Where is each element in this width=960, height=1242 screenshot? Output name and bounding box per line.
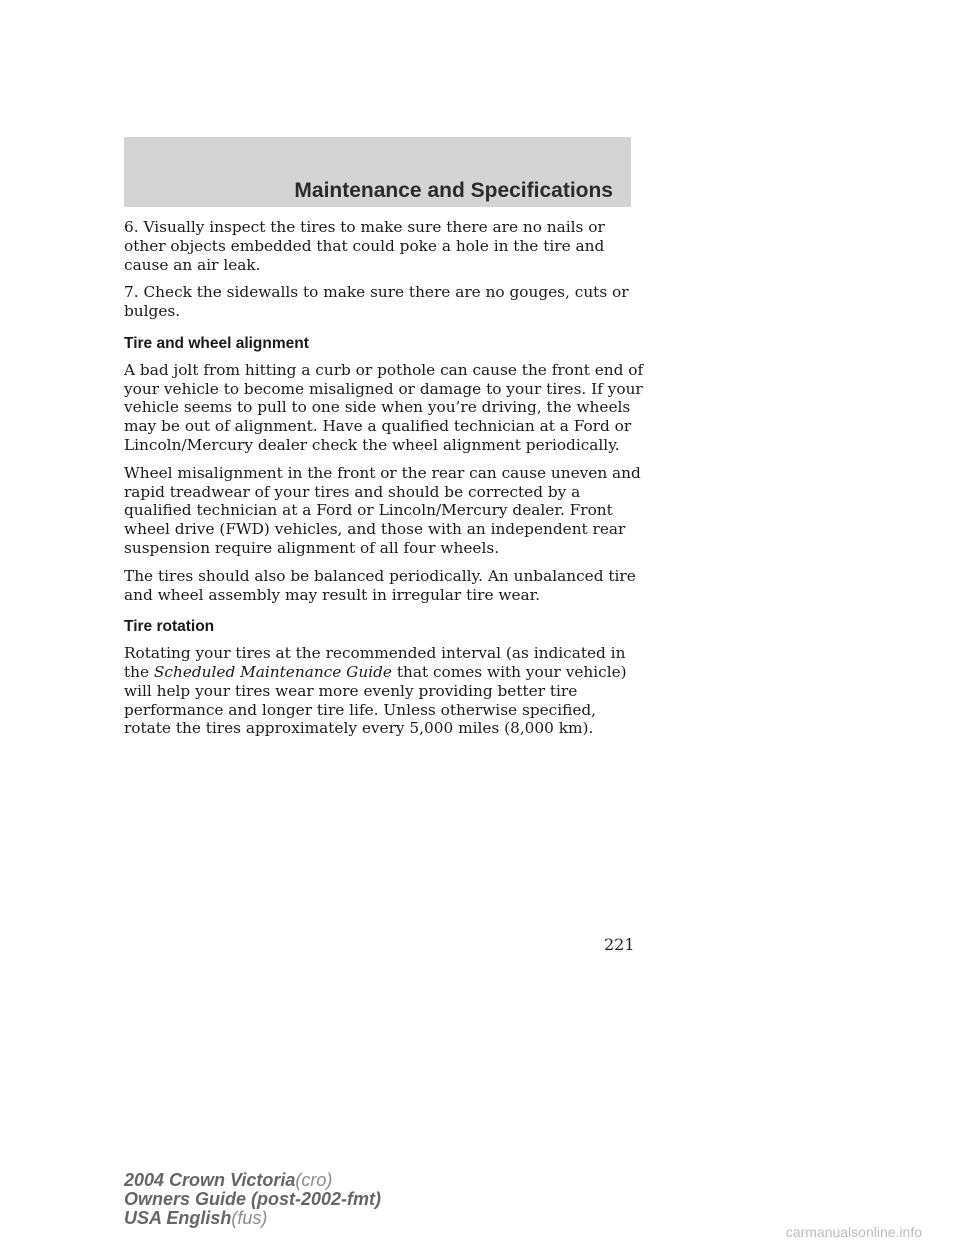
alignment-paragraph-1: A bad jolt from hitting a curb or pothole can cause the front end of your vehicle to become misaligned or damage to your tires. If your vehicle seems to pull to one side when you’re driving, the wheels may be out of alignment. Have a qualified technician at a Ford or Lincoln/Mercury dealer check the wheel alignment periodically. bbox=[124, 360, 644, 454]
alignment-heading: Tire and wheel alignment bbox=[124, 334, 309, 352]
alignment-paragraph-3: The tires should also be balanced periodically. An unbalanced tire and wheel assembly may result in irregular tire wear. bbox=[124, 566, 636, 604]
page-number: 221 bbox=[604, 935, 635, 954]
watermark: carmanualsonline.info bbox=[785, 1224, 922, 1240]
step-6: 6. Visually inspect the tires to make sure there are no nails or other objects embedded that could poke a hole in the tire and cause an air leak. bbox=[124, 218, 605, 274]
alignment-paragraph-2: Wheel misalignment in the front or the rear can cause uneven and rapid treadwear of your tires and should be corrected by a qualified technician at a Ford or Lincoln/Mercury dealer. Front wheel drive (FWD) vehicles, and those with an independent rear suspension require alignment of all four wheels. bbox=[124, 463, 641, 557]
footer-line-3 bbox=[124, 1209, 381, 1228]
rotation-heading: Tire rotation bbox=[124, 618, 215, 636]
rotation-paragraph bbox=[124, 644, 644, 738]
guide-title: Scheduled Maintenance Guide bbox=[153, 662, 392, 681]
document-footer bbox=[124, 1171, 381, 1228]
footer-line-1 bbox=[124, 1171, 381, 1190]
page-content bbox=[124, 218, 644, 747]
footer-model: 2004 Crown Victoria bbox=[124, 1170, 296, 1190]
section-title: Maintenance and Specifications bbox=[294, 179, 613, 202]
footer-language: USA English bbox=[124, 1208, 232, 1228]
rotation-text-end: that comes with your vehicle) will help your tires wear more evenly providing better tire performance and longer tire life. Unless otherwise specified, rotate the tires approximately every 5,000 miles (8,000 km). bbox=[124, 662, 627, 738]
footer-language-code: (fus) bbox=[231, 1208, 268, 1228]
footer-model-code: (cro) bbox=[295, 1170, 333, 1190]
rotation-text-start: Rotating your tires at the recommended interval (as indicated in the bbox=[124, 644, 626, 681]
section-header bbox=[124, 137, 631, 207]
footer-line-2: Owners Guide (post-2002-fmt) bbox=[124, 1189, 382, 1209]
step-7: 7. Check the sidewalls to make sure there are no gouges, cuts or bulges. bbox=[124, 283, 629, 321]
